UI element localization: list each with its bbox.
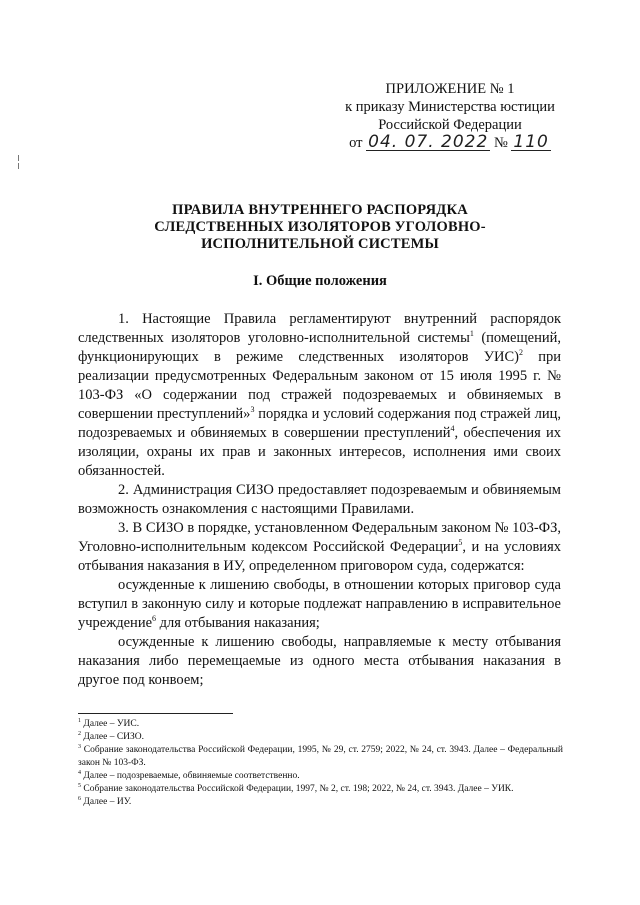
- footnote: [78, 770, 563, 783]
- footnote-ref: 3: [250, 405, 255, 414]
- appendix-org-line: Российской Федерации: [378, 117, 522, 133]
- footnote-ref: 6: [152, 614, 157, 623]
- text-run: 3. В СИЗО в порядке, установленном Федеральным законом № 103-ФЗ, Уголовно-исполнительным кодексом Российской Федерации: [78, 520, 561, 555]
- footnote-ref: 1: [469, 329, 474, 338]
- handwritten-number: 110: [513, 132, 549, 152]
- text-run: (помещений, функционирующих в режиме следственных изоляторов УИС): [78, 330, 561, 365]
- appendix-block: [330, 80, 570, 152]
- footnote-number: 2: [78, 731, 81, 737]
- footnote-text: Собрание законодательства Российской Федерации, 1997, № 2, ст. 198; 2022, № 24, ст. 3943. Далее – УИК.: [81, 784, 514, 794]
- section-heading: I. Общие положения: [253, 273, 387, 289]
- paragraph-2: 2. Администрация СИЗО предоставляет подозреваемым и обвиняемым возможность ознакомления с настоящими Правилами.: [78, 482, 561, 517]
- footnote-number: 4: [78, 770, 81, 776]
- footnote-number: 1: [78, 718, 81, 724]
- footnotes: [78, 718, 563, 809]
- footnote-number: 3: [78, 744, 81, 750]
- document-title: [120, 202, 520, 253]
- footnote-text: Далее – СИЗО.: [81, 732, 145, 742]
- paragraph-5: осужденные к лишению свободы, направляемые к месту отбывания наказания либо перемещаемые из одного места отбывания наказания в другое под конвоем;: [78, 634, 561, 688]
- scan-mark: [18, 155, 19, 161]
- number-sign: №: [493, 135, 508, 151]
- text-run: 1. Настоящие Правила регламентируют внутренний распорядок следственных изоляторов уголовно-исполнительной системы: [78, 311, 561, 346]
- footnote-text: Далее – УИС.: [81, 719, 140, 729]
- footnote-text: Далее – подозреваемые, обвиняемые соответственно.: [81, 771, 300, 781]
- text-run: для отбывания наказания;: [156, 615, 320, 631]
- footnote-separator: [78, 713, 233, 714]
- paragraph-4: [78, 576, 561, 633]
- footnote: [78, 744, 563, 770]
- title-line: СЛЕДСТВЕННЫХ ИЗОЛЯТОРОВ УГОЛОВНО-: [154, 219, 486, 235]
- document-body: [78, 310, 561, 690]
- footnote: [78, 796, 563, 809]
- appendix-title: ПРИЛОЖЕНИЕ № 1: [385, 81, 515, 97]
- handwritten-date: 04. 07. 2022: [368, 132, 489, 152]
- footnote-number: 6: [78, 796, 81, 802]
- paragraph-1: [78, 310, 561, 481]
- footnote: [78, 731, 563, 744]
- text-run: при реализации предусмотренных Федеральным законом от 15 июля 1995 г. № 103-ФЗ «О содержании под стражей подозреваемых и обвиняемых в совершении преступлений»: [78, 349, 561, 422]
- footnote-ref: 2: [518, 348, 523, 357]
- text-run: осужденные к лишению свободы, в отношении которых приговор суда вступил в законную силу и которые подлежат направлению в исправительное учреждение: [78, 577, 561, 631]
- footnote-text: Собрание законодательства Российской Федерации, 1995, № 29, ст. 2759; 2022, № 24, ст. 3943. Далее – Федеральный закон № 103-ФЗ.: [78, 745, 563, 768]
- text-run: , и на условиях отбывания наказания в ИУ, определенном приговором суда, содержатся:: [78, 539, 561, 574]
- footnote: [78, 718, 563, 731]
- text-run: , обеспечения их изоляции, охраны их прав и законных интересов, исполнения ими своих обязанностей.: [78, 425, 561, 479]
- paragraph-3: [78, 519, 561, 576]
- footnote-text: Далее – ИУ.: [81, 797, 132, 807]
- text-run: порядка и условий содержания под стражей лиц, подозреваемых и обвиняемых в совершении преступлений: [78, 406, 561, 441]
- title-line: ПРАВИЛА ВНУТРЕННЕГО РАСПОРЯДКА: [172, 202, 468, 218]
- title-line: ИСПОЛНИТЕЛЬНОЙ СИСТЕМЫ: [201, 236, 439, 252]
- footnote: [78, 783, 563, 796]
- scan-mark: [18, 163, 19, 169]
- appendix-date-line: [330, 134, 570, 152]
- date-prefix: от: [349, 135, 363, 151]
- footnote-number: 5: [78, 783, 81, 789]
- footnote-ref: 4: [450, 424, 455, 433]
- appendix-order-line: к приказу Министерства юстиции: [345, 99, 555, 115]
- footnote-ref: 5: [458, 538, 463, 547]
